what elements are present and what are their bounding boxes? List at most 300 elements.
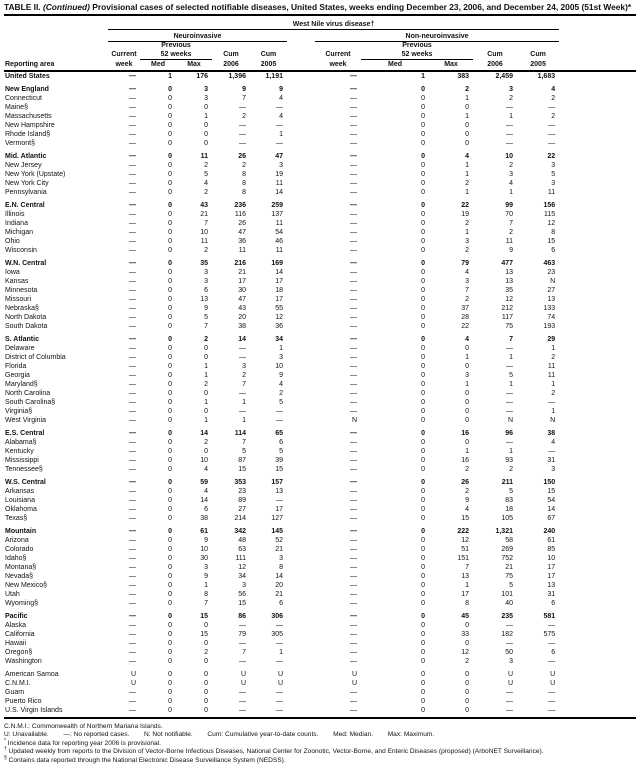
row-label: Puerto Rico (5, 697, 42, 705)
column-gap (287, 554, 315, 563)
row-value: 0 (204, 670, 208, 678)
row-value: 3 (204, 277, 208, 285)
column-gap (287, 545, 315, 554)
table-row (4, 697, 636, 706)
row-value: — (350, 170, 357, 178)
row-value: U (351, 679, 357, 687)
row-value: — (129, 139, 136, 147)
row-value: 0 (465, 139, 469, 147)
row-value: 575 (543, 630, 556, 638)
row-value: — (350, 447, 357, 455)
row-value: 8 (279, 563, 283, 571)
column-gap (287, 416, 315, 425)
row-value: 0 (421, 237, 425, 245)
row-value: N (351, 416, 357, 424)
row-value: 54 (275, 228, 283, 236)
row-filler (559, 380, 636, 389)
row-value: 3 (551, 465, 556, 473)
row-value: — (129, 72, 136, 80)
row-value: 0 (204, 103, 208, 111)
row-filler (559, 335, 636, 344)
row-value: 5 (509, 581, 513, 589)
row-label: South Carolina§ (5, 398, 56, 406)
row-value: 2,459 (495, 72, 513, 80)
row-value: 0 (421, 103, 425, 111)
row-label: Mid. Atlantic (5, 152, 47, 160)
row-value: — (276, 103, 283, 111)
row-value: — (129, 353, 136, 361)
row-value: — (129, 380, 136, 388)
row-value: 0 (421, 161, 425, 169)
row-value: 15 (275, 465, 283, 473)
table-row (4, 639, 636, 648)
row-value: 1 (551, 407, 556, 415)
row-label: Delaware (5, 344, 35, 352)
column-gap (287, 344, 315, 353)
row-value: 7 (465, 563, 469, 571)
med-header-neuro: Med (140, 60, 176, 71)
row-value: — (350, 161, 357, 169)
row-value: 2 (204, 438, 208, 446)
row-value: — (350, 335, 357, 343)
table-row (4, 514, 636, 523)
row-value: 0 (168, 527, 172, 535)
row-filler (559, 657, 636, 666)
row-label: Wisconsin (5, 246, 37, 254)
row-value: 2 (465, 179, 469, 187)
table-title (4, 3, 636, 16)
row-filler (559, 228, 636, 237)
row-label: Hawaii (5, 639, 27, 647)
row-value: 0 (168, 563, 172, 571)
row-label: Nevada§ (5, 572, 34, 580)
column-gap (287, 259, 315, 268)
row-value: — (350, 527, 357, 535)
row-label: Oregon§ (5, 648, 33, 656)
row-value: 2 (204, 161, 208, 169)
row-value: 58 (505, 536, 513, 544)
table-row (4, 429, 636, 438)
row-value: 89 (238, 496, 246, 504)
row-filler (559, 670, 636, 679)
row-value: 0 (168, 590, 172, 598)
row-label: Arizona (5, 536, 29, 544)
row-filler (559, 389, 636, 398)
row-value: — (129, 545, 136, 553)
row-value: 22 (461, 322, 469, 330)
row-value: — (350, 201, 357, 209)
row-value: U (507, 679, 513, 687)
column-gap (287, 679, 315, 688)
cum-2006-header-neuro: Cum (223, 51, 239, 59)
row-value: 0 (168, 389, 172, 397)
row-value: — (239, 139, 246, 147)
row-value: 0 (168, 112, 172, 120)
row-value: 0 (465, 706, 469, 714)
row-value: 12 (461, 648, 469, 656)
row-value: — (350, 496, 357, 504)
row-label: Colorado (5, 545, 34, 553)
row-value: — (350, 362, 357, 370)
row-value: 0 (204, 407, 208, 415)
footnote-line: * Incidence data for reporting year 2006 is provisional. (4, 737, 161, 747)
row-value: — (239, 688, 246, 696)
row-value: 0 (168, 313, 172, 321)
row-value: 0 (168, 630, 172, 638)
row-value: — (129, 688, 136, 696)
row-value: 35 (505, 286, 513, 294)
row-value: — (350, 688, 357, 696)
row-value: 145 (271, 527, 283, 535)
row-value: 15 (547, 487, 556, 495)
row-value: 11 (547, 362, 556, 370)
table-row (4, 112, 636, 121)
row-value: 0 (168, 554, 172, 562)
row-value: 93 (505, 456, 513, 464)
column-gap (287, 590, 315, 599)
column-gap (287, 447, 315, 456)
row-value: 0 (168, 545, 172, 553)
row-value: 0 (465, 103, 469, 111)
wnv-table (4, 16, 636, 714)
row-value: 0 (465, 688, 469, 696)
row-value: 0 (421, 590, 425, 598)
row-value: 0 (168, 581, 172, 589)
row-value: — (548, 657, 556, 665)
table-row (4, 478, 636, 487)
table-row (4, 380, 636, 389)
row-value: — (239, 706, 246, 714)
row-value: 0 (204, 344, 208, 352)
row-value: — (350, 581, 357, 589)
row-value: 0 (168, 152, 172, 160)
row-value: 11 (275, 219, 283, 227)
row-filler (559, 514, 636, 523)
row-value: 14 (275, 268, 283, 276)
row-value: — (350, 259, 357, 267)
row-value: 3 (204, 268, 208, 276)
row-value: 0 (465, 639, 469, 647)
row-filler (559, 371, 636, 380)
table-row (4, 456, 636, 465)
row-value: 1 (465, 447, 469, 455)
row-value: 1 (551, 380, 556, 388)
row-label: Rhode Island§ (5, 130, 51, 138)
row-value: — (129, 621, 136, 629)
row-label: Georgia (5, 371, 30, 379)
row-value: 7 (465, 286, 469, 294)
row-filler (559, 398, 636, 407)
row-value: 14 (200, 429, 208, 437)
table-row (4, 362, 636, 371)
row-value: 26 (461, 478, 469, 486)
row-value: 12 (505, 295, 513, 303)
row-value: 0 (421, 121, 425, 129)
row-value: 6 (204, 286, 208, 294)
row-value: 383 (457, 72, 469, 80)
row-value: 15 (461, 514, 469, 522)
row-value: 2 (465, 85, 469, 93)
row-filler (559, 648, 636, 657)
previous-label-neuro: Previous (161, 42, 191, 50)
row-value: 1 (204, 362, 208, 370)
row-value: U (507, 670, 513, 678)
row-value: 1 (204, 112, 208, 120)
row-value: 67 (547, 514, 556, 522)
column-gap (287, 487, 315, 496)
row-value: 9 (509, 246, 513, 254)
row-value: — (239, 621, 246, 629)
table-row (4, 679, 636, 688)
column-gap (287, 103, 315, 112)
row-value: 0 (421, 505, 425, 513)
row-value: 2 (465, 295, 469, 303)
row-value: — (129, 572, 136, 580)
row-value: 0 (421, 670, 425, 678)
row-value: 0 (168, 85, 172, 93)
row-value: 0 (168, 246, 172, 254)
row-value: 0 (168, 237, 172, 245)
row-value: 1 (279, 648, 283, 656)
row-value: 116 (234, 210, 246, 218)
cum-2005-header-nonneuro: Cum (530, 51, 546, 59)
row-value: 0 (168, 335, 172, 343)
row-value: 0 (465, 398, 469, 406)
row-value: 3 (551, 179, 556, 187)
row-value: 0 (421, 259, 425, 267)
row-value: — (506, 688, 513, 696)
table-row (4, 398, 636, 407)
row-label: Maine§ (5, 103, 28, 111)
column-gap (287, 188, 315, 197)
row-value: 0 (421, 277, 425, 285)
row-value: 3 (509, 85, 513, 93)
row-value: 23 (547, 268, 556, 276)
row-filler (559, 304, 636, 313)
row-value: 63 (238, 545, 246, 553)
row-value: — (129, 429, 136, 437)
row-value: 0 (465, 679, 469, 687)
column-gap (287, 505, 315, 514)
row-value: 1 (465, 161, 469, 169)
row-value: — (129, 85, 136, 93)
row-value: 2 (465, 246, 469, 254)
row-value: — (129, 447, 136, 455)
row-value: 14 (547, 505, 556, 513)
row-value: 1 (279, 344, 283, 352)
row-value: 0 (421, 536, 425, 544)
row-value: 0 (168, 268, 172, 276)
row-value: 4 (551, 85, 556, 93)
column-gap (287, 170, 315, 179)
row-label: U.S. Virgin Islands (5, 706, 63, 714)
row-label: Kentucky (5, 447, 34, 455)
row-value: — (129, 286, 136, 294)
row-value: 3 (509, 170, 513, 178)
row-filler (559, 286, 636, 295)
row-value: 0 (421, 362, 425, 370)
row-value: — (350, 478, 357, 486)
row-value: — (129, 304, 136, 312)
row-value: 1 (465, 112, 469, 120)
row-value: — (350, 353, 357, 361)
row-filler (559, 563, 636, 572)
row-value: 105 (501, 514, 513, 522)
row-label: New Hampshire (5, 121, 55, 129)
row-value: 0 (204, 688, 208, 696)
row-filler (559, 139, 636, 148)
row-value: 211 (501, 478, 513, 486)
column-gap (287, 670, 315, 679)
row-value: — (506, 438, 513, 446)
table-row (4, 344, 636, 353)
row-value: 3 (204, 85, 208, 93)
row-label: C.N.M.I. (5, 679, 31, 687)
row-value: — (239, 407, 246, 415)
row-value: 0 (421, 188, 425, 196)
row-value: — (129, 130, 136, 138)
row-value: 1 (465, 380, 469, 388)
row-value: — (129, 581, 136, 589)
row-value: 2 (551, 112, 556, 120)
row-value: 0 (168, 670, 172, 678)
row-value: — (350, 228, 357, 236)
row-filler (559, 630, 636, 639)
row-value: 2 (509, 94, 513, 102)
row-value: — (350, 505, 357, 513)
row-value: 0 (204, 389, 208, 397)
row-value: 0 (421, 527, 425, 535)
row-value: 79 (461, 259, 469, 267)
row-value: 240 (543, 527, 556, 535)
row-value: 5 (279, 447, 283, 455)
row-value: 0 (168, 94, 172, 102)
row-value: — (129, 398, 136, 406)
row-value: 56 (238, 590, 246, 598)
row-value: 0 (421, 139, 425, 147)
row-value: 1 (509, 380, 513, 388)
row-value: 15 (200, 630, 208, 638)
table-row (4, 554, 636, 563)
row-value: 0 (421, 545, 425, 553)
column-gap (287, 304, 315, 313)
row-value: 0 (168, 621, 172, 629)
column-gap (287, 706, 315, 715)
row-value: 0 (421, 478, 425, 486)
row-value: 150 (543, 478, 556, 486)
row-value: — (506, 121, 513, 129)
row-value: 0 (421, 630, 425, 638)
row-value: — (129, 630, 136, 638)
row-value: 15 (200, 612, 208, 620)
row-filler (559, 407, 636, 416)
table-row (4, 71, 636, 81)
row-value: 11 (200, 237, 208, 245)
column-gap (287, 697, 315, 706)
row-label: Minnesota (5, 286, 38, 294)
row-value: — (350, 103, 357, 111)
row-value: 3 (551, 161, 556, 169)
row-value: 222 (457, 527, 469, 535)
row-value: 59 (200, 478, 208, 486)
row-value: — (350, 697, 357, 705)
row-value: 39 (275, 456, 283, 464)
row-value: 133 (543, 304, 556, 312)
row-value: 1 (242, 398, 246, 406)
row-label: Vermont§ (5, 139, 35, 147)
row-filler (559, 706, 636, 715)
row-value: 48 (238, 536, 246, 544)
row-filler (559, 179, 636, 188)
row-value: 0 (168, 679, 172, 687)
column-gap (287, 621, 315, 630)
row-value: 7 (242, 380, 246, 388)
table-row (4, 487, 636, 496)
row-value: — (129, 277, 136, 285)
row-value: — (129, 103, 136, 111)
row-value: 269 (501, 545, 513, 553)
column-gap (287, 536, 315, 545)
row-value: 0 (168, 161, 172, 169)
row-filler (559, 295, 636, 304)
footnote-symbol: § (4, 754, 7, 761)
row-value: N (550, 277, 556, 285)
row-value: 111 (235, 554, 246, 562)
row-value: 9 (279, 85, 283, 93)
table-row (4, 228, 636, 237)
column-gap (287, 179, 315, 188)
row-filler (559, 527, 636, 536)
row-value: 4 (465, 505, 469, 513)
row-value: — (276, 121, 283, 129)
row-value: 3 (465, 277, 469, 285)
row-value: 4 (279, 112, 283, 120)
row-value: 5 (242, 447, 246, 455)
row-value: 14 (275, 188, 283, 196)
row-value: U (550, 679, 556, 687)
row-value: 9 (279, 371, 283, 379)
column-gap (287, 438, 315, 447)
row-filler (559, 599, 636, 608)
row-value: 0 (168, 514, 172, 522)
row-filler (559, 496, 636, 505)
row-filler (559, 536, 636, 545)
row-value: 21 (505, 563, 513, 571)
row-filler (559, 219, 636, 228)
table-row (4, 621, 636, 630)
row-value: 30 (200, 554, 208, 562)
row-value: 101 (501, 590, 513, 598)
row-value: 169 (271, 259, 283, 267)
row-filler (559, 487, 636, 496)
row-filler (559, 201, 636, 210)
row-filler (559, 344, 636, 353)
column-gap (287, 152, 315, 161)
row-value: 0 (168, 139, 172, 147)
row-value: — (350, 85, 357, 93)
row-value: 0 (421, 599, 425, 607)
row-value: 752 (501, 554, 513, 562)
row-value: 0 (168, 648, 172, 656)
row-value: — (350, 621, 357, 629)
row-value: 99 (505, 201, 513, 209)
row-value: 4 (204, 465, 208, 473)
row-value: 83 (505, 496, 513, 504)
row-value: 0 (421, 210, 425, 218)
row-value: 0 (465, 121, 469, 129)
row-value: — (506, 407, 513, 415)
row-value: 0 (204, 639, 208, 647)
